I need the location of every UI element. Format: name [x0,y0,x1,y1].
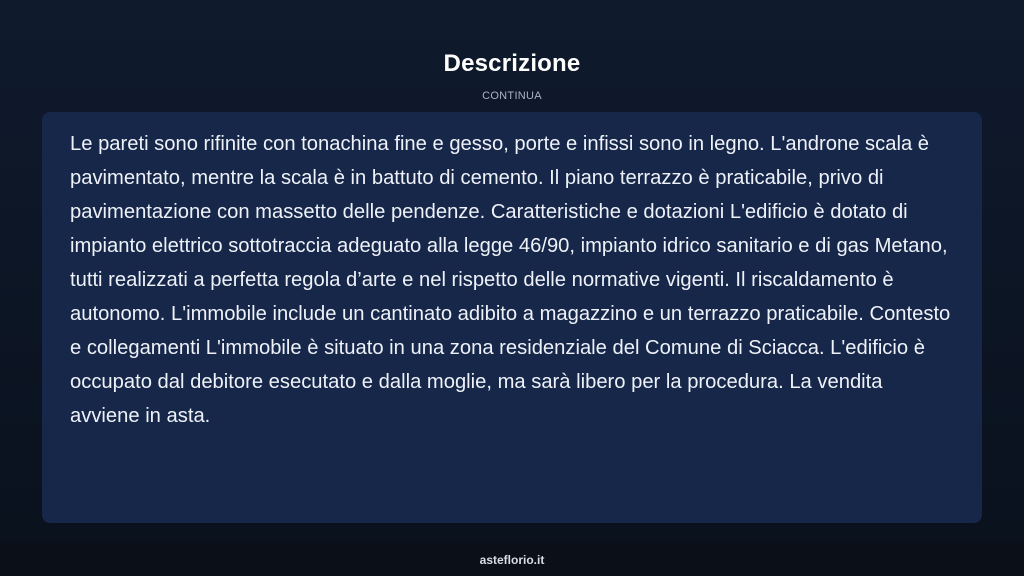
site-name: asteflorio.it [479,553,545,567]
description-text: Le pareti sono rifinite con tonachina fine e gesso, porte e infissi sono in legno. L'androne scala è pavimentato, mentre la scala è in battuto di cemento. Il piano terrazzo è praticabile, privo di pavimentazione con massetto delle pendenze. Caratteristiche e dotazioni L'edificio è dotato di impianto elettrico sottotraccia adeguato alla legge 46/90, impianto idrico sanitario e di gas Metano, tutti realizzati a perfetta regola d’arte e nel rispetto delle normative vigenti. Il riscaldamento è autonomo. L'immobile include un cantinato adibito a magazzino e un terrazzo praticabile. Contesto e collegamenti L'immobile è situato in una zona residenziale del Comune di Sciacca. L'edificio è occupato dal debitore esecutato e dalla moglie, ma sarà libero per la procedura. La vendita avviene in asta. [70,133,951,427]
page-title: Descrizione [443,50,581,77]
continue-label[interactable]: CONTINUA [482,90,542,102]
footer-bar [0,543,1024,576]
description-card [42,112,982,523]
